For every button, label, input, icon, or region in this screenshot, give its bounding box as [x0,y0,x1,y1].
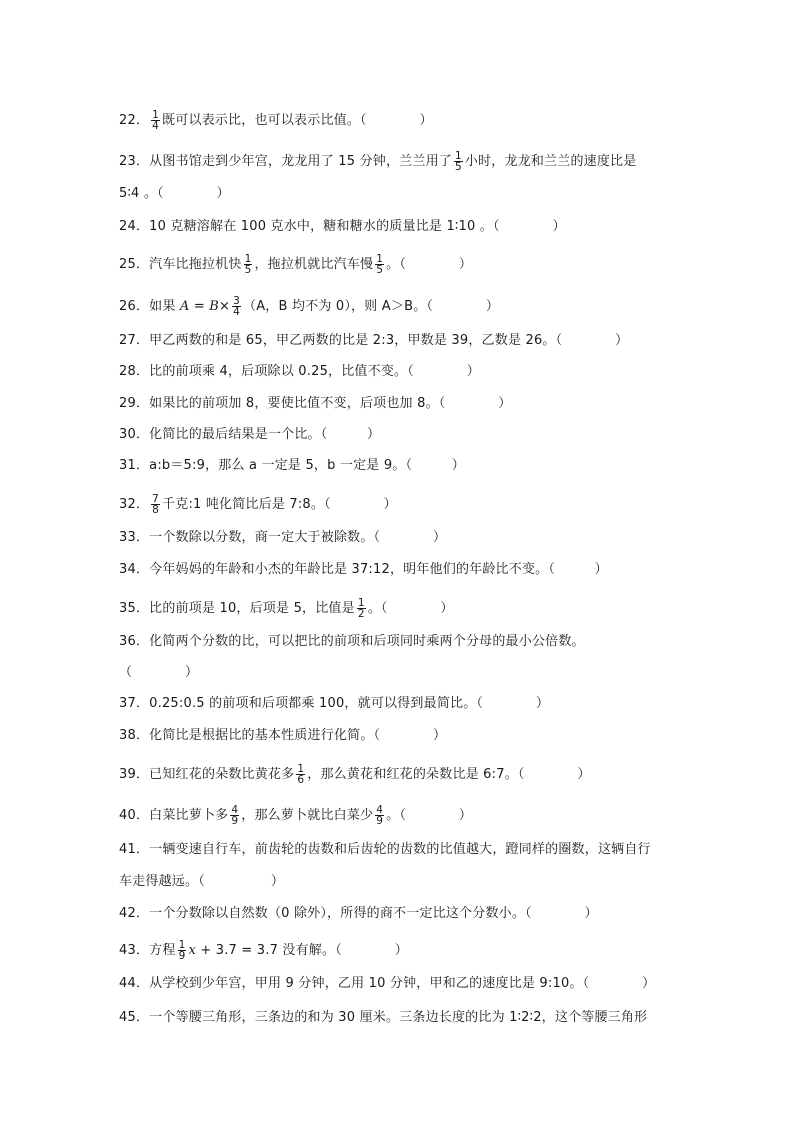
question-text: 0.25:0.5 的前项和后项都乘 100，就可以得到最简比。（ ） [149,696,550,711]
question-number: 36． [119,634,150,649]
fraction [244,254,253,275]
question-text: ，那么黄花和红花的朵数比是 6:7。（ ） [307,767,591,782]
question-line [119,1010,647,1026]
question-number: 42． [119,906,150,921]
question-text: 比的前项是 10，后项是 5，比值是 [149,601,355,616]
question-line [119,874,284,890]
question-line [119,219,566,235]
fraction-denominator: 5 [244,264,252,276]
fraction-numerator: 1 [376,253,384,265]
question-text: 。（ ） [367,601,454,616]
question-text: 小时，龙龙和兰兰的速度比是 [464,154,637,169]
fraction [151,110,160,131]
fraction [178,940,187,961]
question-line [119,940,408,961]
question-text: ，那么萝卜就比白菜少 [241,808,374,823]
fraction-numerator: 1 [357,597,365,609]
question-text: 一个数除以分数，商一定大于被除数。（ ） [149,530,447,545]
question-number: 30． [119,427,150,442]
fraction-denominator: 6 [297,774,305,786]
question-text: 今年妈妈的年龄和小杰的年龄比是 37:12，明年他们的年龄比不变。（ ） [149,562,608,577]
question-line [119,458,465,474]
question-line [119,665,198,681]
question-line [119,396,511,412]
question-number: 23． [119,154,150,169]
question-line [119,562,608,578]
fraction [375,254,384,275]
question-number: 41． [119,842,150,857]
fraction-numerator: 7 [152,493,160,505]
fraction-denominator: 5 [376,264,384,276]
question-number: 37． [119,696,150,711]
fraction-numerator: 1 [244,253,252,265]
fraction-denominator: 9 [178,950,186,962]
question-line [119,427,380,443]
question-line [119,805,472,826]
fraction-numerator: 1 [178,939,186,951]
question-number: 27． [119,333,150,348]
question-text: 化简两个分数的比，可以把比的前项和后项同时乘两个分母的最小公倍数。 [149,634,585,649]
question-line [119,151,636,172]
question-number: 44． [119,976,150,991]
fraction [454,151,463,172]
question-number: 25． [119,257,150,272]
question-number: 22． [119,113,150,128]
fraction-denominator: 9 [376,815,384,827]
fraction-numerator: 4 [231,804,239,816]
question-text: 化简比是根据比的基本性质进行化简。（ ） [149,728,447,743]
question-line [119,906,598,922]
question-number: 39． [119,767,150,782]
question-text: 化简比的最后结果是一个比。（ ） [149,427,381,442]
question-line [119,976,655,992]
question-text: （A，B 均不为 0），则 A＞B。（ ） [243,299,500,314]
question-text: + 3.7 = 3.7 没有解。（ ） [196,943,408,958]
fraction [230,805,239,826]
fraction [357,598,366,619]
fraction-numerator: 1 [454,150,462,162]
fraction [151,494,160,515]
question-line [119,696,549,712]
question-text: 车走得越远。（ ） [119,874,285,889]
question-text: 如果比的前项加 8，要使比值不变，后项也加 8。（ ） [149,396,512,411]
question-text: （ ） [119,665,199,680]
fraction-denominator: 4 [233,306,240,318]
question-text: 比的前项乘 4，后项除以 0.25，比值不变。（ ） [149,364,480,379]
question-text: 从图书馆走到少年宫，龙龙用了 15 分钟，兰兰用了 [149,154,452,169]
question-text: 5∶4 。（ ） [119,186,230,201]
question-line [119,598,454,619]
math-variable: B [209,299,220,314]
math-variable: A [179,299,190,314]
question-text: ，拖拉机就比汽车慢 [254,257,374,272]
question-number: 32． [119,497,150,512]
question-text: = [189,299,210,314]
question-text: × [219,299,231,314]
question-text: 10 克糖溶解在 100 克水中，糖和糖水的质量比是 1∶10 。（ ） [149,219,566,234]
question-number: 28． [119,364,150,379]
question-text: 汽车比拖拉机快 [149,257,242,272]
question-text: 既可以表示比，也可以表示比值。（ ） [162,113,433,128]
question-number: 24． [119,219,150,234]
question-number: 33． [119,530,150,545]
question-number: 31． [119,458,150,473]
question-number: 40． [119,808,150,823]
question-number: 35． [119,601,150,616]
fraction-denominator: 9 [231,815,239,827]
question-text: 千克:1 吨化简比后是 7:8。（ ） [162,497,397,512]
math-variable: x [188,943,196,958]
question-line [119,530,446,546]
question-line [119,110,433,131]
question-line [119,494,397,515]
fraction-numerator: 1 [297,763,305,775]
question-text: 。（ ） [386,257,473,272]
fraction-denominator: 8 [152,504,160,516]
question-text: 已知红花的朵数比黄花多 [149,767,295,782]
question-line [119,364,480,380]
question-number: 38． [119,728,150,743]
fraction [375,805,384,826]
fraction [232,296,241,317]
question-number: 26． [119,299,150,314]
question-line [119,728,446,744]
question-text: 方程 [149,943,176,958]
question-text: 。（ ） [386,808,473,823]
fraction-numerator: 4 [376,804,384,816]
question-number: 45． [119,1010,150,1025]
question-text: 从学校到少年宫，甲用 9 分钟，乙用 10 分钟，甲和乙的速度比是 9:10。（ ） [149,976,656,991]
fraction-denominator: 4 [152,120,160,132]
question-number: 34． [119,562,150,577]
question-line [119,764,591,785]
fraction-denominator: 5 [454,161,462,173]
question-line [119,842,651,858]
question-text: 一个分数除以自然数（0 除外），所得的商不一定比这个分数小。（ ） [149,906,598,921]
question-line [119,333,628,349]
fraction-denominator: 2 [357,608,365,620]
question-text: 如果 [149,299,180,314]
question-line [119,634,585,650]
fraction-numerator: 1 [152,109,160,121]
question-text: 一个等腰三角形，三条边的和为 30 厘米。三条边长度的比为 1∶2∶2，这个等腰三角形 [149,1010,648,1025]
fraction [296,764,305,785]
question-number: 43． [119,943,150,958]
question-text: 白菜比萝卜多 [149,808,229,823]
fraction-numerator: 3 [233,295,240,307]
question-text: 甲乙两数的和是 65，甲乙两数的比是 2:3，甲数是 39，乙数是 26。（ ） [149,333,629,348]
question-line [119,296,499,317]
question-text: 一辆变速自行车，前齿轮的齿数和后齿轮的齿数的比值越大，蹬同样的圈数，这辆自行 [149,842,651,857]
question-number: 29． [119,396,150,411]
question-line [119,186,230,202]
question-text: a:b＝5:9，那么 a 一定是 5，b 一定是 9。（ ） [149,458,465,473]
question-line [119,254,472,275]
